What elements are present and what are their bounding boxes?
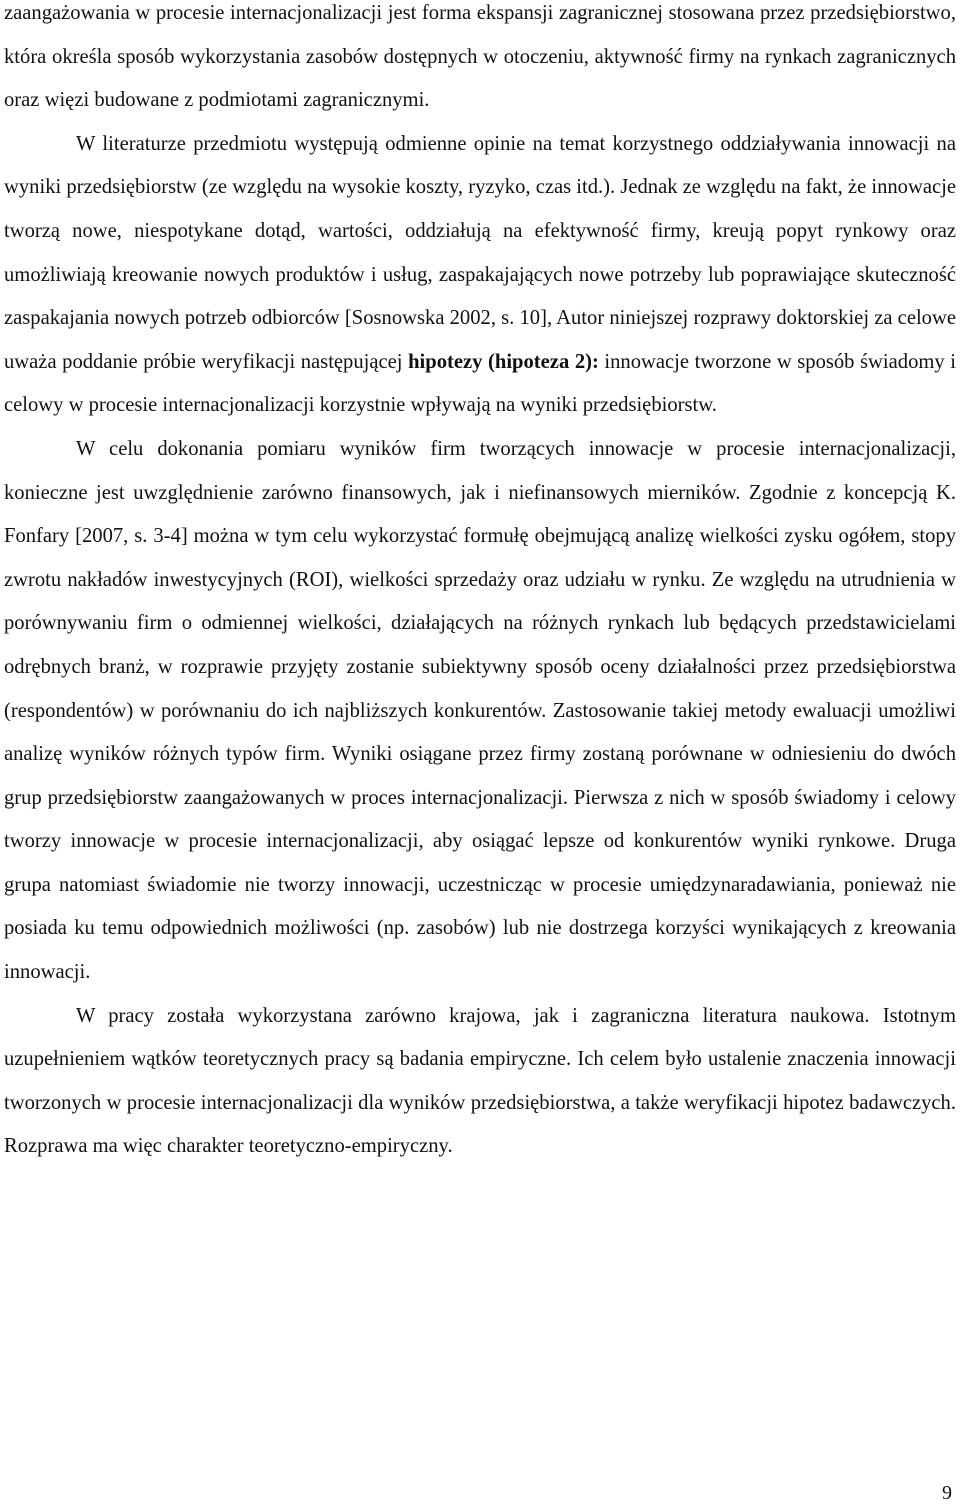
paragraph-2-text-a: W literaturze przedmiotu występują odmienne opinie na temat korzystnego oddziaływania innowacji na wyniki przedsiębiorstw (ze względu na wysokie koszty, ryzyko, czas itd.). Jednak ze względu na fakt, że innowacje tworzą nowe, niespotykane dotąd, wartości, oddziałują na efektywność firmy, kreują popyt rynkowy oraz umożliwiają kreowanie nowych produktów i usług, zaspakajających nowe potrzeby lub poprawiające skuteczność zaspakajania nowych potrzeb odbiorców [Sosnowska 2002, s. 10], Autor niniejszej rozprawy doktorskiej za celowe uważa poddanie próbie weryfikacji następującej <box>4 132 956 373</box>
paragraph-2 <box>4 123 956 428</box>
paragraph-4: W pracy została wykorzystana zarówno krajowa, jak i zagraniczna literatura naukowa. Istotnym uzupełnieniem wątków teoretycznych pracy są badania empiryczne. Ich celem było ustalenie znaczenia innowacji tworzonych w procesie internacjonalizacji dla wyników przedsiębiorstwa, a także weryfikacji hipotez badawczych. Rozprawa ma więc charakter teoretyczno-empiryczny. <box>4 1004 956 1158</box>
hypothesis-label: hipotezy (hipoteza 2): <box>408 350 599 373</box>
paragraph-2-text-b: innowacje tworzone w sposób świadomy i celowy w procesie internacjonalizacji korzystnie wpływają na wyniki przedsiębiorstw. <box>4 350 956 417</box>
paragraph-3: W celu dokonania pomiaru wyników firm tworzących innowacje w procesie internacjonalizacji, konieczne jest uwzględnienie zarówno finansowych, jak i niefinansowych mierników. Zgodnie z koncepcją K. Fonfary [2007, s. 3-4] można w tym celu wykorzystać formułę obejmującą analizę wielkości zysku ogółem, stopy zwrotu nakładów inwestycyjnych (ROI), wielkości sprzedaży oraz udziału w rynku. Ze względu na utrudnienia w porównywaniu firm o odmiennej wielkości, działających na różnych rynkach lub będących przedstawicielami odrębnych branż, w rozprawie przyjęty zostanie subiektywny sposób oceny działalności przez przedsiębiorstwa (respondentów) w porównaniu do ich najbliższych konkurentów. Zastosowanie takiej metody ewaluacji umożliwi analizę wyników różnych typów firm. Wyniki osiągane przez firmy zostaną porównane w odniesieniu do dwóch grup przedsiębiorstw zaangażowanych w proces internacjonalizacji. Pierwsza z nich w sposób świadomy i celowy tworzy innowacje w procesie internacjonalizacji, aby osiągać lepsze od konkurentów wyniki rynkowe. Druga grupa natomiast świadomie nie tworzy innowacji, uczestnicząc w procesie umiędzynaradawiania, ponieważ nie posiada ku temu odpowiednich możliwości (np. zasobów) lub nie dostrzega korzyści wynikających z kreowania innowacji. <box>4 437 956 984</box>
paragraph-1: zaangażowania w procesie internacjonalizacji jest forma ekspansji zagranicznej stosowana przez przedsiębiorstwo, która określa sposób wykorzystania zasobów dostępnych w otoczeniu, aktywność firmy na rynkach zagranicznych oraz więzi budowane z podmiotami zagranicznymi. <box>4 2 956 112</box>
document-page <box>4 0 956 1169</box>
page-number: 9 <box>942 1482 952 1504</box>
